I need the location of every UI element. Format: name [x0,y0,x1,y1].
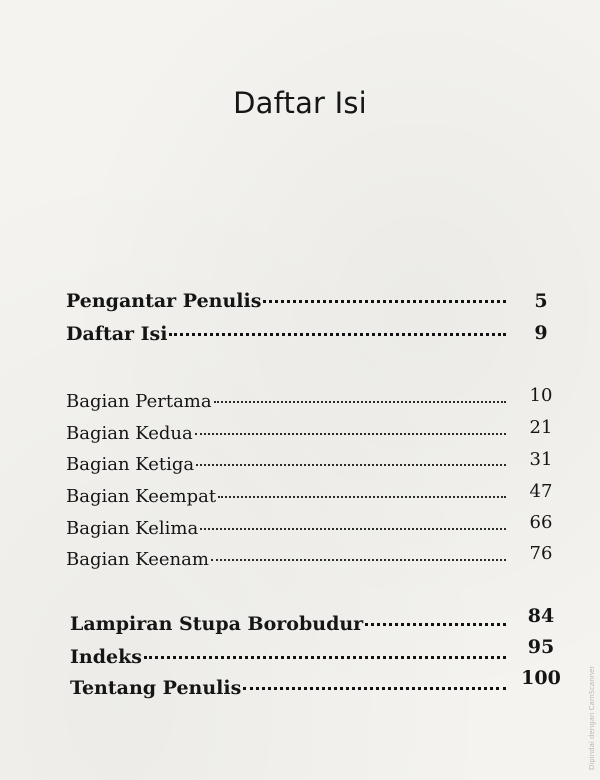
dot-leader [169,333,506,336]
toc-entry-pengantar-penulis [66,290,506,320]
toc-entry-label: Bagian Kelima [66,518,199,539]
toc-entry-bagian-kedua [66,423,506,453]
toc-entry-indeks [70,646,506,676]
dot-leader [196,464,506,466]
toc-entry-label: Tentang Penulis [70,677,242,699]
toc-page-number: 76 [529,543,553,564]
toc-entry-bagian-keenam [66,549,506,579]
toc-page-number: 10 [529,385,553,406]
dot-leader [263,300,506,303]
toc-page-number: 47 [529,481,553,502]
toc-entry-label: Pengantar Penulis [66,290,262,312]
dot-leader [144,656,506,659]
toc-entry-bagian-keempat [66,486,506,516]
dot-leader [243,687,506,690]
toc-page-number: 31 [529,449,553,470]
toc-entry-tentang-penulis [70,677,506,707]
dot-leader [214,401,506,403]
toc-page-number: 100 [521,667,561,689]
toc-page-number: 21 [529,417,553,438]
toc-entry-label: Bagian Pertama [66,391,212,412]
toc-entry-lampiran-stupa-borobudur [70,613,506,643]
dot-leader [218,496,506,498]
dot-leader [211,559,506,561]
scanner-watermark: Dipindai dengan CamScanner [588,665,596,770]
toc-entry-label: Lampiran Stupa Borobudur [70,613,364,635]
toc-page-number: 84 [527,605,555,627]
toc-page-number: 95 [527,636,555,658]
toc-entry-bagian-ketiga [66,454,506,484]
toc-page-number: 9 [534,322,548,344]
dot-leader [365,623,506,626]
toc-entry-label: Daftar Isi [66,323,168,345]
toc-entry-label: Bagian Keempat [66,486,217,507]
toc-entry-bagian-pertama [66,391,506,421]
toc-page-number: 5 [534,290,548,312]
toc-entry-bagian-kelima [66,518,506,548]
page-title: Daftar Isi [233,86,367,120]
dot-leader [195,433,506,435]
toc-entry-label: Bagian Ketiga [66,454,195,475]
toc-entry-label: Indeks [70,646,142,668]
dot-leader [200,528,506,530]
toc-entry-label: Bagian Keenam [66,549,209,570]
toc-page-number: 66 [529,512,553,533]
toc-entry-daftar-isi [66,323,506,353]
toc-entry-label: Bagian Kedua [66,423,193,444]
